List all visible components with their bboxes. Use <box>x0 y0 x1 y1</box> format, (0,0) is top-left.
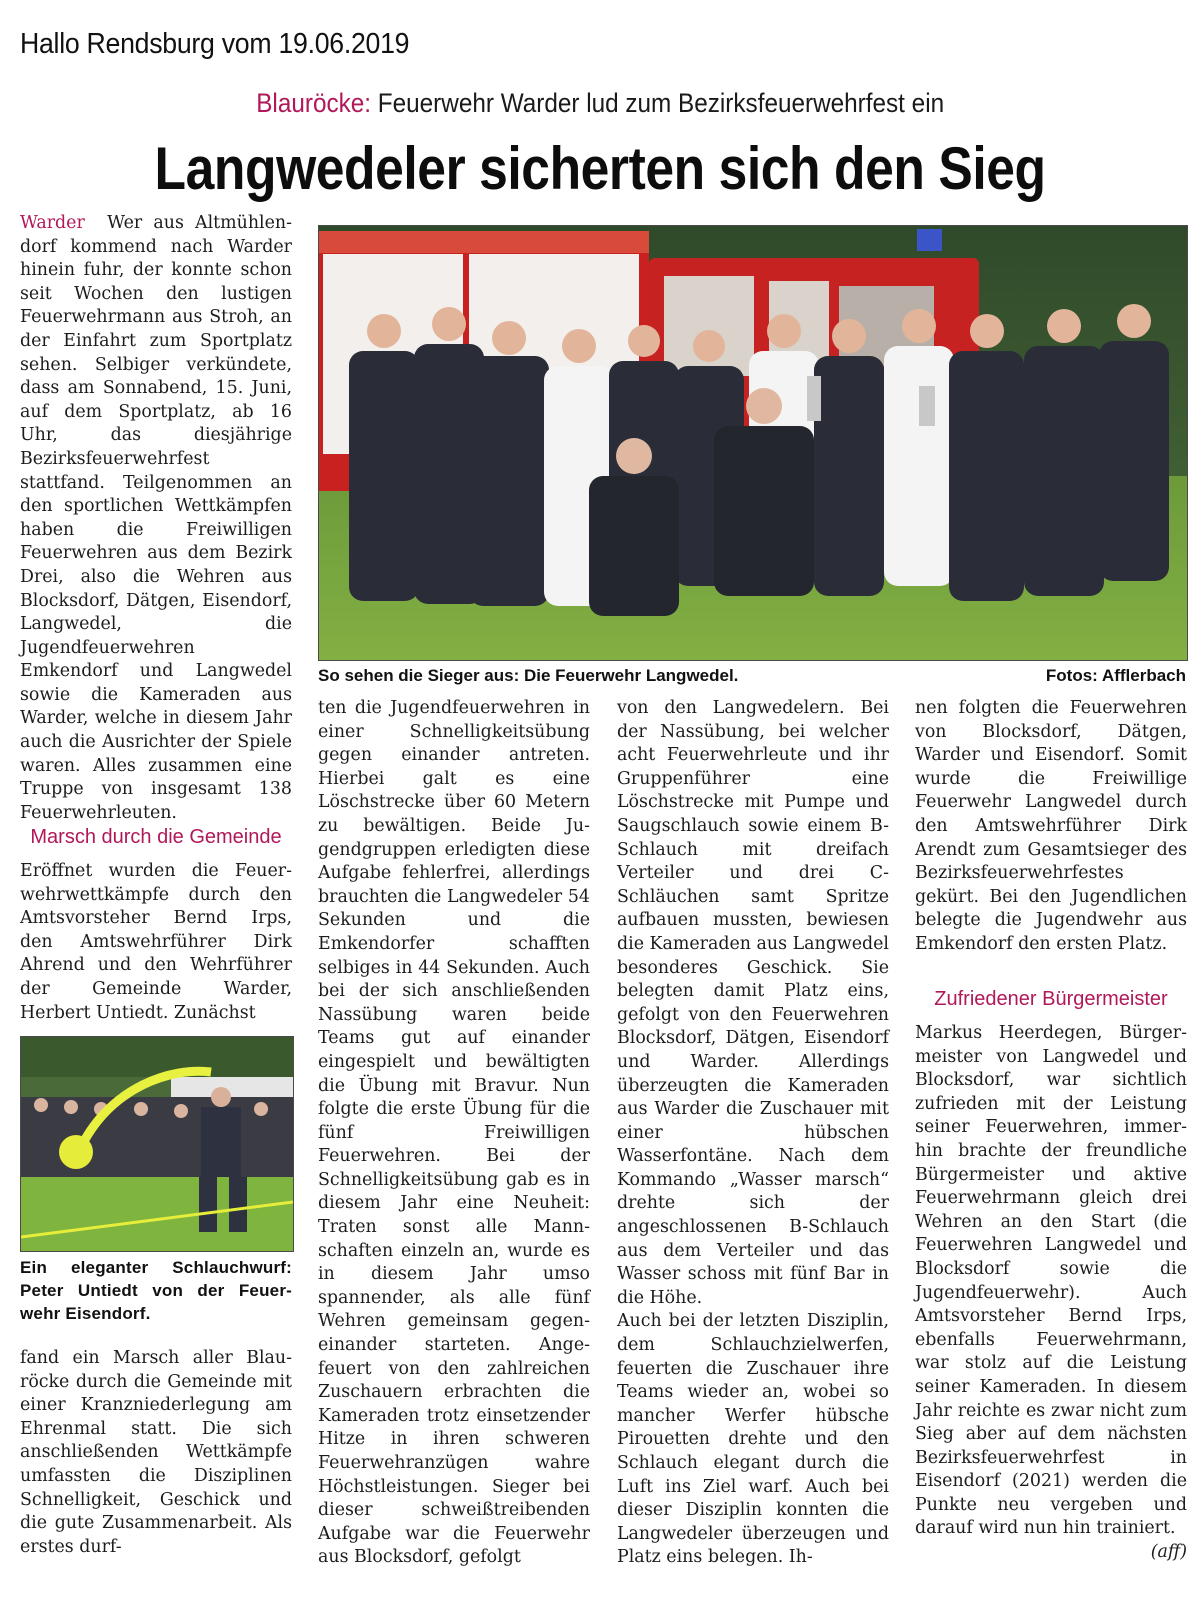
publication-source: Hallo Rendsburg vom 19.06.2019 <box>20 28 410 60</box>
small-photo-caption: Ein eleganter Schlauchwurf: Peter Untiedt von der Feuer-wehr Eisendorf. <box>20 1258 292 1323</box>
column-3-paragraph-1: von den Langwedelern. Bei der Nassübung, bei welcher acht Feuerwehrleute und ihr Gruppenführer eine Löschstrecke mit Pumpe und Saugschlauch sowie einem B-Schlauch mit dreifach Verteiler und drei C-Schläuchen samt Spritze aufbauen mussten, bewiesen die Kameraden aus Langwedel besonderes Geschick. Sie belegten damit Platz eins, gefolgt von den Feuerwehren Blocksdorf, Dätgen, Eisendorf und Warder. Allerdings überzeugten die Kameraden aus Warder die Zuschauer mit einer hübschen Wasserfontäne. Nach dem Kommando „Wasser marsch“ drehte sich der angeschlossenen B-Schlauch aus dem Verteiler und das Wasser schoss mit fünf Bar in die Höhe. <box>617 698 889 1308</box>
headline-text: Langwedeler sicherten sich den Sieg <box>154 135 1046 202</box>
byline: (aff) <box>1150 1542 1187 1563</box>
article-column-1b <box>20 860 292 1025</box>
kicker-tag: Blauröcke: <box>256 88 371 118</box>
column-4-paragraph-1: nen folgten die Feuerwehren von Blocksdorf, Dätgen, Warder und Eisendorf. Somit wurde die Freiwillige Feuerwehr Langwedel durch den Amtswehrführer Dirk Arendt zum Gesamtsieger des Bezirksfeuerwehrfestes gekürt. Bei den Jugendlichen belegte die Jugendwehr aus Emkendorf den ersten Platz. <box>915 698 1187 954</box>
column-1-paragraph-3: fand ein Marsch aller Blauröcke durch die Gemeinde mit einer Kranzniederlegung am Ehrenmal statt. Die sich anschließenden Wettkämpfe umfassten die Disziplinen Schnelligkeit, Geschick und die gute Zusammenarbeit. Als erstes durf- <box>20 1348 292 1557</box>
column-1-text-1: Wer aus Altmühlendorf kommend nach Warder hinein fuhr, der konnte schon seit Wochen den lustigen Feuerwehrmann aus Stroh, an der Einfahrt zum Sportplatz sehen. Selbiger verkündete, dass am Sonnabend, 15. Juni, auf dem Sportplatz, ab 16 Uhr, das diesjährige Bezirksfeuerwehrfest stattfand. Teilgenommen an den sportlichen Wettkämpfen haben die Freiwilligen Feuerwehren aus dem Bezirk Drei, also die Wehren aus Blocksdorf, Dätgen, Eisendorf, Langwedel, die Jugendfeuerwehren Emkendorf und Langwedel sowie die Kameraden aus Warder, welche in diesem Jahr auch die Ausrichter der Spiele waren. Alles zusammen eine Truppe von insgesamt 138 Feuerwehrleuten. <box>20 213 292 823</box>
column-3-paragraph-2: Auch bei der letzten Disziplin, dem Schlauchzielwerfen, feuerten die Zuschauer ihre Teams wieder an, wobei so mancher Werfer hübsche Pirouetten drehte und den Schlauch elegant durch die Luft ins Ziel warf. Auch bei dieser Disziplin konnten die Langwedeler überzeugen und Platz eins belegen. Ih- <box>617 1311 889 1568</box>
main-photo-caption: So sehen die Sieger aus: Die Feuerwehr Langwedel. <box>318 666 739 685</box>
main-photo <box>318 225 1188 661</box>
subhead-marsch: Marsch durch die Gemeinde <box>30 826 282 848</box>
article-column-1c <box>20 1347 292 1559</box>
kicker-text: Feuerwehr Warder lud zum Bezirksfeuerwehrfest ein <box>370 88 944 118</box>
article-column-4 <box>915 697 1187 957</box>
column-1-paragraph-1 <box>20 212 292 825</box>
small-photo <box>20 1036 294 1252</box>
column-4-paragraph-2 <box>915 1022 1187 1563</box>
kicker <box>0 88 1200 119</box>
column-1-paragraph-2: Eröffnet wurden die Feuerwehrwettkämpfe durch den Amtsvorsteher Bernd Irps, den Amtswehrführer Dirk Ahrend und den Wehrführer der Gemeinde Warder, Herbert Untiedt. Zunächst <box>20 861 292 1023</box>
column-4-text-2: Markus Heerdegen, Bürgermeister von Langwedel und Blocksdorf, war sichtlich zufrieden mit der Leistung seiner Feuerwehren, immerhin brachte der freundliche Bürgermeister und aktive Feuerwehrmann gleich drei Wehren an den Start (die Feuerwehren Langwedel und Blocksdorf sowie die Jugendfeuerwehr). Auch Amtsvorsteher Bernd Irps, ebenfalls Feuerwehrmann, war stolz auf die Leistung seiner Kameraden. In diesem Jahr reichte es zwar nicht zum Sieg aber auf dem nächsten Bezirksfeuerwehrfest in Eisendorf (2021) werden die Punkte neu vergeben und darauf wird nun hin trainiert. <box>915 1023 1187 1539</box>
subhead-buergermeister: Zufriedener Bürgermeister <box>934 988 1168 1010</box>
article-column-1 <box>20 212 292 825</box>
group-photo-icon <box>319 226 1187 660</box>
photo-credit: Fotos: Afflerbach <box>1045 666 1186 685</box>
article-column-3 <box>617 697 889 1570</box>
column-2-paragraph: ten die Jugendfeuerwehren in einer Schnelligkeitsübung gegen einander antreten. Hierbei galt es eine Löschstrecke über 60 Metern zu bewältigen. Beide Jugendgruppen erledigten diese Aufgabe fehlerfrei, allerdings brauchten die Langwedeler 54 Sekunden und die Emkendorfer schafften selbiges in 44 Sekunden. Auch bei der sich anschließenden Nassübung waren beide Teams gut auf einander eingespielt und bewältigten die Übung mit Bravur. Nun folgte die erste Übung für die fünf Freiwilligen Feuerwehren. Bei der Schnelligkeitsübung gab es in diesem Jahr eine Neuheit: Traten sonst alle Mannschaften einzeln an, wurde es in diesem Jahr umso spannender, als alle fünf Wehren gemeinsam gegeneinander starteten. Angefeuert von den zahlreichen Zuschauern erbrachten die Kameraden trotz einsetzender Hitze in ihren schweren Feuerwehranzügen wahre Höchstleistungen. Sieger bei dieser schweißtreibenden Aufgabe war die Feuerwehr aus Blocksdorf, gefolgt <box>318 698 590 1568</box>
headline <box>0 134 1200 203</box>
article-column-2 <box>318 697 590 1570</box>
article-column-4b <box>915 1022 1187 1565</box>
dateline: Warder <box>20 213 85 233</box>
hose-throw-photo-icon <box>21 1037 293 1251</box>
